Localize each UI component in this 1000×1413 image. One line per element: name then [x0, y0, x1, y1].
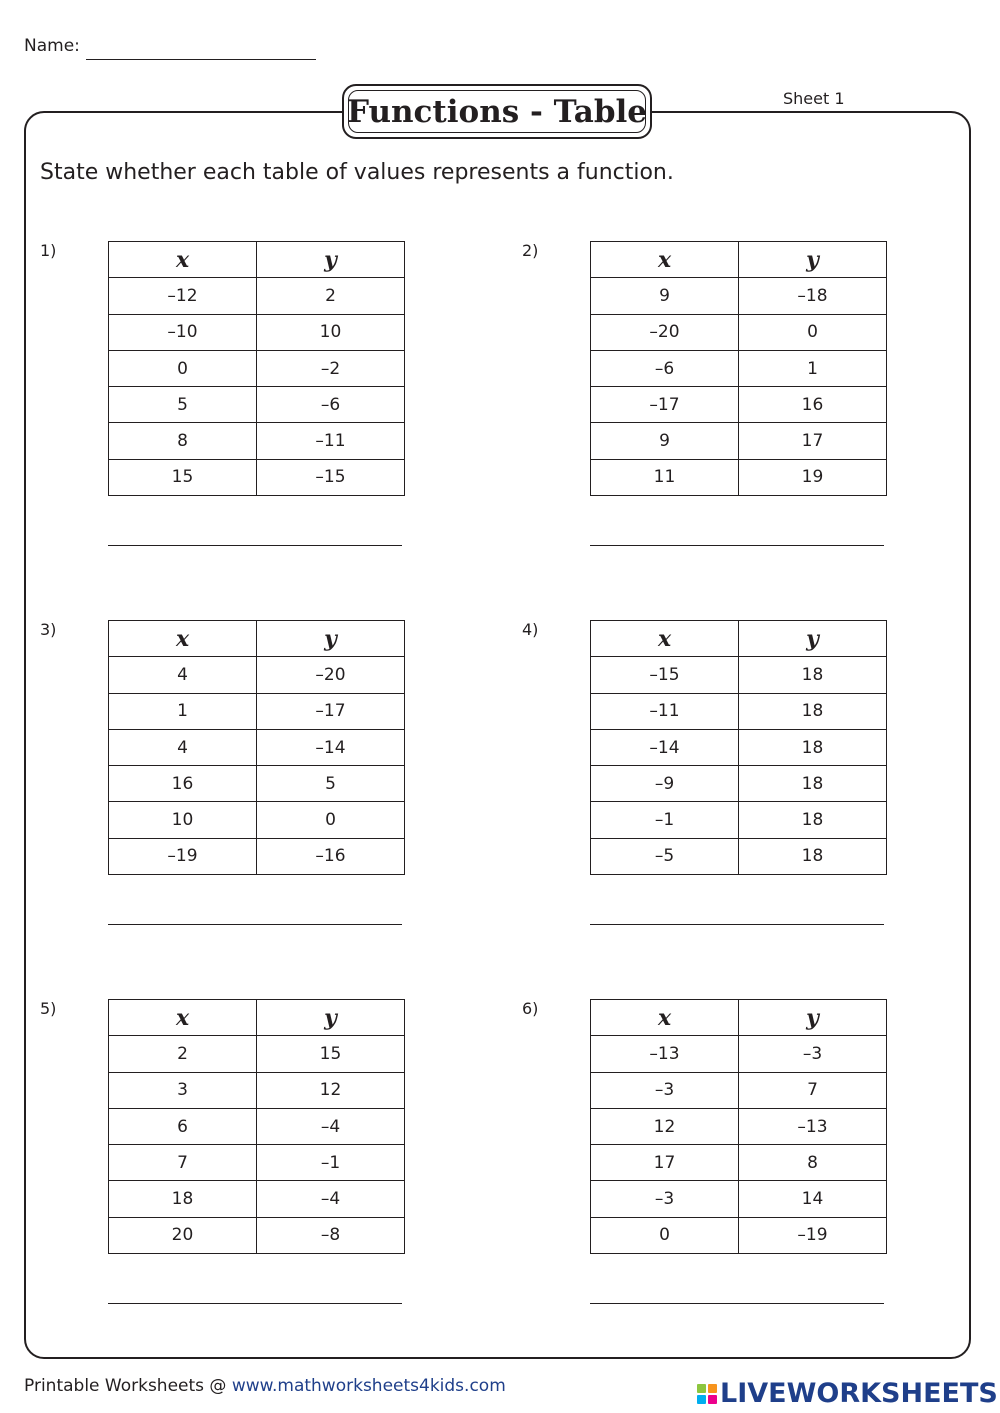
problem-number: 1) — [40, 241, 57, 260]
y-cell: –18 — [739, 278, 887, 314]
y-cell: –16 — [257, 838, 405, 874]
x-header: x — [109, 242, 257, 278]
table-row — [591, 278, 887, 314]
table-header-row — [109, 621, 405, 657]
table-row — [109, 278, 405, 314]
table-row — [591, 657, 887, 693]
x-cell: 4 — [109, 657, 257, 693]
x-cell: –9 — [591, 766, 739, 802]
values-table — [590, 241, 887, 496]
answer-line[interactable] — [108, 924, 402, 925]
problem-1 — [40, 241, 440, 571]
x-header: x — [591, 1000, 739, 1036]
x-cell: 6 — [109, 1108, 257, 1144]
y-cell: –20 — [257, 657, 405, 693]
x-cell: 20 — [109, 1217, 257, 1253]
table-header-row — [109, 242, 405, 278]
table-row — [591, 423, 887, 459]
x-header: x — [109, 1000, 257, 1036]
y-cell: –1 — [257, 1145, 405, 1181]
name-line[interactable] — [86, 59, 316, 60]
table-header-row — [109, 1000, 405, 1036]
table-row — [109, 1145, 405, 1181]
x-cell: 8 — [109, 423, 257, 459]
y-cell: 18 — [739, 802, 887, 838]
y-cell: 2 — [257, 278, 405, 314]
problem-3 — [40, 620, 440, 950]
y-cell: 10 — [257, 314, 405, 350]
logo-square — [708, 1384, 717, 1393]
x-cell: 2 — [109, 1036, 257, 1072]
instruction: State whether each table of values represents a function. — [40, 160, 674, 185]
table-header-row — [591, 1000, 887, 1036]
y-cell: –4 — [257, 1181, 405, 1217]
x-cell: 11 — [591, 459, 739, 495]
x-cell: –14 — [591, 729, 739, 765]
table-row — [109, 802, 405, 838]
x-header: x — [591, 621, 739, 657]
table-row — [591, 1181, 887, 1217]
problem-number: 2) — [522, 241, 539, 260]
table-row — [109, 1217, 405, 1253]
x-cell: 18 — [109, 1181, 257, 1217]
x-cell: –19 — [109, 838, 257, 874]
table-row — [591, 1036, 887, 1072]
table-row — [591, 459, 887, 495]
liveworksheets-logo[interactable] — [697, 1378, 998, 1409]
x-cell: 1 — [109, 693, 257, 729]
logo-text: LIVEWORKSHEETS — [720, 1378, 998, 1409]
table-row — [591, 729, 887, 765]
values-table — [590, 620, 887, 875]
x-cell: 12 — [591, 1108, 739, 1144]
table-header-row — [591, 242, 887, 278]
table-row — [591, 766, 887, 802]
x-cell: –3 — [591, 1072, 739, 1108]
y-cell: –8 — [257, 1217, 405, 1253]
x-cell: 0 — [591, 1217, 739, 1253]
values-table — [108, 999, 405, 1254]
y-header: y — [257, 621, 405, 657]
problem-number: 5) — [40, 999, 57, 1018]
problem-2 — [522, 241, 922, 571]
table-row — [109, 1072, 405, 1108]
y-cell: 0 — [739, 314, 887, 350]
y-cell: 18 — [739, 766, 887, 802]
answer-line[interactable] — [590, 1303, 884, 1304]
title-box — [342, 84, 652, 139]
y-cell: 18 — [739, 693, 887, 729]
y-cell: –6 — [257, 387, 405, 423]
problem-number: 3) — [40, 620, 57, 639]
table-row — [109, 657, 405, 693]
x-cell: –15 — [591, 657, 739, 693]
x-cell: 9 — [591, 278, 739, 314]
x-cell: –1 — [591, 802, 739, 838]
table-row — [591, 1217, 887, 1253]
table-row — [591, 693, 887, 729]
y-cell: 18 — [739, 729, 887, 765]
x-cell: –12 — [109, 278, 257, 314]
y-header: y — [739, 242, 887, 278]
x-cell: 0 — [109, 350, 257, 386]
y-header: y — [257, 242, 405, 278]
y-cell: –14 — [257, 729, 405, 765]
footer-prefix: Printable Worksheets @ — [24, 1376, 232, 1396]
y-cell: 0 — [257, 802, 405, 838]
y-cell: –19 — [739, 1217, 887, 1253]
problem-5 — [40, 999, 440, 1329]
table-row — [109, 350, 405, 386]
table-row — [109, 838, 405, 874]
x-cell: 3 — [109, 1072, 257, 1108]
x-cell: –5 — [591, 838, 739, 874]
table-row — [109, 693, 405, 729]
y-cell: –3 — [739, 1036, 887, 1072]
y-cell: 7 — [739, 1072, 887, 1108]
problem-number: 4) — [522, 620, 539, 639]
table-row — [109, 1036, 405, 1072]
x-cell: –20 — [591, 314, 739, 350]
y-header: y — [739, 1000, 887, 1036]
y-cell: –17 — [257, 693, 405, 729]
problem-number: 6) — [522, 999, 539, 1018]
y-cell: 12 — [257, 1072, 405, 1108]
answer-line[interactable] — [590, 545, 884, 546]
logo-square — [697, 1395, 706, 1404]
values-table — [590, 999, 887, 1254]
y-cell: 17 — [739, 423, 887, 459]
y-cell: –2 — [257, 350, 405, 386]
x-cell: 7 — [109, 1145, 257, 1181]
x-cell: –3 — [591, 1181, 739, 1217]
table-row — [591, 1145, 887, 1181]
y-cell: 18 — [739, 657, 887, 693]
x-cell: 15 — [109, 459, 257, 495]
y-header: y — [257, 1000, 405, 1036]
table-row — [591, 314, 887, 350]
table-row — [109, 729, 405, 765]
y-cell: –4 — [257, 1108, 405, 1144]
problem-6 — [522, 999, 922, 1329]
x-cell: 16 — [109, 766, 257, 802]
footer-credit — [24, 1376, 506, 1396]
x-cell: –6 — [591, 350, 739, 386]
name-label: Name: — [24, 36, 80, 56]
table-row — [591, 350, 887, 386]
x-cell: –11 — [591, 693, 739, 729]
table-row — [109, 387, 405, 423]
table-row — [591, 387, 887, 423]
x-cell: –17 — [591, 387, 739, 423]
table-row — [591, 802, 887, 838]
sheet-label: Sheet 1 — [783, 89, 845, 108]
y-cell: 8 — [739, 1145, 887, 1181]
y-cell: –13 — [739, 1108, 887, 1144]
x-cell: –10 — [109, 314, 257, 350]
logo-square — [697, 1384, 706, 1393]
x-cell: 4 — [109, 729, 257, 765]
table-row — [591, 1072, 887, 1108]
table-row — [109, 766, 405, 802]
table-row — [591, 838, 887, 874]
y-cell: 15 — [257, 1036, 405, 1072]
table-row — [109, 1108, 405, 1144]
footer-url-link[interactable]: www.mathworksheets4kids.com — [231, 1376, 506, 1396]
answer-line[interactable] — [590, 924, 884, 925]
x-cell: 10 — [109, 802, 257, 838]
y-cell: –11 — [257, 423, 405, 459]
logo-square — [708, 1395, 717, 1404]
y-cell: 5 — [257, 766, 405, 802]
x-cell: 17 — [591, 1145, 739, 1181]
values-table — [108, 620, 405, 875]
y-cell: 1 — [739, 350, 887, 386]
y-cell: –15 — [257, 459, 405, 495]
y-cell: 16 — [739, 387, 887, 423]
x-cell: 9 — [591, 423, 739, 459]
answer-line[interactable] — [108, 545, 402, 546]
answer-line[interactable] — [108, 1303, 402, 1304]
x-header: x — [109, 621, 257, 657]
logo-grid-icon — [697, 1384, 717, 1404]
table-row — [109, 1181, 405, 1217]
table-row — [591, 1108, 887, 1144]
x-cell: 5 — [109, 387, 257, 423]
x-cell: –13 — [591, 1036, 739, 1072]
y-cell: 19 — [739, 459, 887, 495]
x-header: x — [591, 242, 739, 278]
y-header: y — [739, 621, 887, 657]
table-row — [109, 423, 405, 459]
values-table — [108, 241, 405, 496]
table-row — [109, 459, 405, 495]
table-header-row — [591, 621, 887, 657]
page-title: Functions - Table — [347, 93, 647, 130]
problem-4 — [522, 620, 922, 950]
table-row — [109, 314, 405, 350]
y-cell: 18 — [739, 838, 887, 874]
y-cell: 14 — [739, 1181, 887, 1217]
